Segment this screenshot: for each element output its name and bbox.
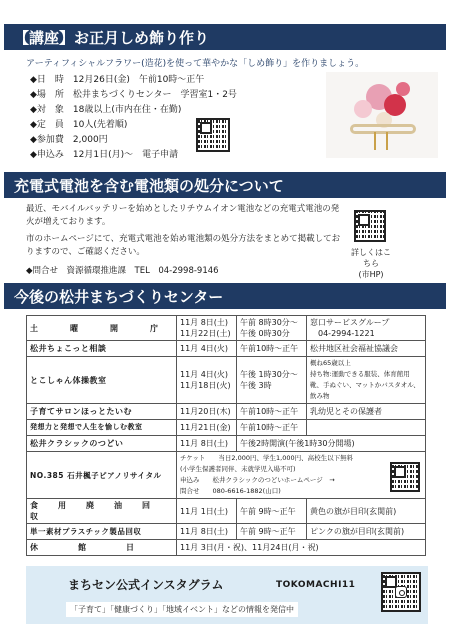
- row-date: 11月 1日(土): [177, 499, 237, 524]
- table-row: [27, 404, 426, 420]
- section1-intro: アーティフィシャルフラワー(造花)を使って華やかな「しめ飾り」を作りましょう。: [26, 59, 365, 69]
- section1-title-banner: [4, 24, 446, 50]
- section2-body: [26, 203, 346, 259]
- instagram-handle: TOKOMACHI11: [276, 580, 356, 590]
- qr-caption: [350, 247, 392, 280]
- row-time: 午前10時～正午: [237, 420, 307, 436]
- row-time: 午前 8時30分～ 午後 0時30分: [237, 316, 307, 341]
- row-time: 午前 9時～正午: [237, 499, 307, 524]
- info-capacity: ◆定 員 10人(先着順): [30, 120, 128, 130]
- qr-code-classic-icon[interactable]: [390, 462, 420, 492]
- row-time: 午前 9時～正午: [237, 524, 307, 540]
- row-date: 11月 8日(土) 11月22日(土): [177, 316, 237, 341]
- row-name: 松井ちょこっと相談: [27, 341, 177, 357]
- row-span: 11月 3日(月・祝)、11月24日(月・祝): [177, 540, 426, 556]
- qr-code-apply-icon[interactable]: [196, 118, 230, 152]
- row-note: 黄色の旗が目印(玄関前): [307, 499, 426, 524]
- table-row: [27, 316, 426, 341]
- row-detail: [177, 452, 426, 499]
- table-row: [27, 524, 426, 540]
- table-row: [27, 341, 426, 357]
- section2-title-banner: [4, 172, 446, 198]
- qr-caption-line1: 詳しくはこちら: [351, 248, 391, 268]
- row-note: 松井地区社会福祉協議会: [307, 341, 426, 357]
- instagram-icon: [395, 586, 407, 598]
- table-row: [27, 420, 426, 436]
- row-name: 土 曜 開 庁: [27, 316, 177, 341]
- table-row: [27, 499, 426, 524]
- instagram-title: まちセン公式インスタグラム: [68, 578, 224, 592]
- info-apply: ◆申込み 12月1日(月)～ 電子申請: [30, 150, 179, 160]
- detail-apply: 申込み 松井クラシックのつどいホームページ →: [180, 476, 335, 484]
- row-name: 松井クラシックのつどい: [27, 436, 177, 452]
- section1-title: 【講座】お正月しめ飾り作り: [14, 28, 210, 47]
- table-row: [27, 357, 426, 404]
- row-time: 午前10時～正午: [237, 341, 307, 357]
- instagram-subtitle: 「子育て」「健康づくり」「地域イベント」などの情報を発信中: [66, 602, 298, 617]
- qr-code-city-hp-icon[interactable]: [354, 210, 386, 242]
- row-time: 午前10時～正午: [237, 404, 307, 420]
- shimekazari-photo: [326, 72, 438, 158]
- row-note: 窓口サービスグループ 04-2994-1221: [307, 316, 426, 341]
- section2-para1: 最近、モバイルバッテリーを始めとしたリチウムイオン電池などの充電式電池の発火が増えております。: [26, 204, 340, 227]
- row-date: 11月 8日(土): [177, 436, 237, 452]
- detail-note: (小学生保護者同伴、未就学児入場不可): [180, 465, 296, 473]
- info-target: ◆対 象 18歳以上(市内在住・在勤): [30, 105, 182, 115]
- detail-contact: 問合せ 080-6616-1882(山口): [180, 487, 281, 495]
- row-date: 11月 4日(火): [177, 341, 237, 357]
- info-fee: ◆参加費 2,000円: [30, 135, 108, 145]
- table-row: [27, 540, 426, 556]
- row-name: 発想力と発想で人生を愉しむ教室: [27, 420, 177, 436]
- row-name: 休 館 日: [27, 540, 177, 556]
- row-date: 11月20日(木): [177, 404, 237, 420]
- section3-title: 今後の松井まちづくりセンター: [14, 287, 224, 306]
- row-name: とこしゃん体操教室: [27, 357, 177, 404]
- row-note: 乳幼児とその保護者: [307, 404, 426, 420]
- row-date: 11月 4日(火) 11月18日(火): [177, 357, 237, 404]
- section3-title-banner: [4, 283, 446, 309]
- row-date: 11月 8日(土): [177, 524, 237, 540]
- row-time: 午後2時開演(午後1時30分開場): [237, 436, 426, 452]
- row-time: 午後 1時30分～ 午後 3時: [237, 357, 307, 404]
- row-date: 11月21日(金): [177, 420, 237, 436]
- section2-contact: ◆問合せ 資源循環推進課 TEL 04-2998-9146: [26, 266, 219, 276]
- row-note: 概ね65歳以上 持ち物:運動できる服装、体育館用靴、手ぬぐい、マットかバスタオル、飲み物: [307, 357, 426, 404]
- row-name: 子育てサロンほっとたいむ: [27, 404, 177, 420]
- section2-title: 充電式電池を含む電池類の処分について: [14, 176, 284, 195]
- instagram-banner: [26, 566, 428, 624]
- schedule-table: [26, 315, 426, 556]
- info-place: ◆場 所 松井まちづくりセンター 学習室1・2号: [30, 90, 237, 100]
- row-note: ピンクの旗が目印(玄関前): [307, 524, 426, 540]
- row-name: 食 用 廃 油 回 収: [27, 499, 177, 524]
- row-note: [307, 420, 426, 436]
- table-row: [27, 452, 426, 499]
- row-name: NO.385 石井楓子ピアノリサイタル: [27, 452, 177, 499]
- qr-caption-line2: (市HP): [358, 270, 384, 279]
- info-date: ◆日 時 12月26日(金) 午前10時～正午: [30, 75, 205, 85]
- row-name: 単一素材プラスチック製品回収: [27, 524, 177, 540]
- detail-ticket: チケット 当日2,000円、学生1,000円、高校生以下無料: [180, 454, 354, 462]
- table-row: [27, 436, 426, 452]
- section2-para2: 市のホームページにて、充電式電池を始め電池類の処分方法をまとめて掲載しておりますので、ご確認ください。: [26, 234, 341, 257]
